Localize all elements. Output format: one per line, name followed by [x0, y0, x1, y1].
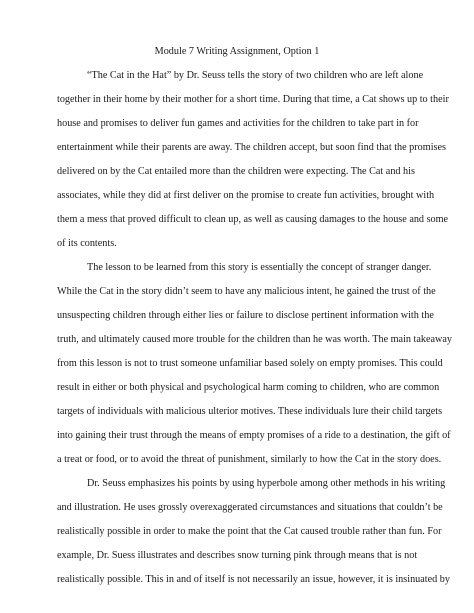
paragraph-2-line-2: While the Cat in the story didn’t seem to have any malicious intent, he gained the trust of the: [57, 286, 436, 297]
paragraph-3-line-5: realistically possible. This in and of itself is not necessarily an issue, however, it is insinuated by: [57, 574, 450, 585]
paragraph-1-line-4: entertainment while their parents are away. The children accept, but soon find that the promises: [57, 142, 446, 153]
paragraph-1-line-5: delivered on by the Cat entailed more than the children were expecting. The Cat and his: [57, 166, 415, 177]
paragraph-3-line-3: realistically possible in order to make the point that the Cat caused trouble rather than fun. For: [57, 526, 442, 537]
paragraph-1-line-3: house and promises to deliver fun games and activities for the children to take part in for: [57, 118, 419, 129]
paragraph-1-line-2: together in their home by their mother for a short time. During that time, a Cat shows up to their: [57, 94, 449, 105]
paragraph-2-line-1: The lesson to be learned from this story is essentially the concept of stranger danger.: [87, 262, 432, 273]
paragraph-2-line-6: result in either or both physical and psychological harm coming to children, who are common: [57, 382, 440, 393]
paragraph-2-line-9: a treat or food, or to avoid the threat of punishment, similarly to how the Cat in the story does.: [57, 454, 442, 465]
paragraph-1-line-8: of its contents.: [57, 238, 117, 249]
paragraph-2-line-4: truth, and ultimately caused more trouble for the children than he was worth. The main takeaway: [57, 334, 453, 345]
paragraph-2-line-5: from this lesson is not to trust someone unfamiliar based solely on empty promises. This could: [57, 358, 443, 369]
paragraph-2-line-7: targets of individuals with malicious ulterior motives. These individuals lure their child targets: [57, 406, 443, 417]
paragraph-1-line-1: “The Cat in the Hat” by Dr. Seuss tells the story of two children who are left alone: [87, 70, 424, 81]
paragraph-1-line-6: associates, while they did at first deliver on the promise to create fun activities, brought with: [57, 190, 435, 201]
document-title: Module 7 Writing Assignment, Option 1: [154, 46, 320, 57]
paragraph-2-line-3: unsuspecting children through either lies or failure to disclose pertinent information with the: [57, 310, 434, 321]
paragraph-3-line-1: Dr. Seuss emphasizes his points by using hyperbole among other methods in his writing: [87, 478, 446, 489]
paragraph-3-line-4: example, Dr. Suess illustrates and describes snow turning pink through means that is not: [57, 550, 418, 561]
paragraph-3-line-2: and illustration. He uses grossly overexaggerated circumstances and situations that couldn’t be: [57, 502, 443, 513]
paragraph-2-line-8: into gaining their trust through the means of empty promises of a ride to a destination, the gift of: [57, 430, 451, 441]
paragraph-1-line-7: them a mess that proved difficult to clean up, as well as causing damages to the house and some: [57, 214, 449, 225]
